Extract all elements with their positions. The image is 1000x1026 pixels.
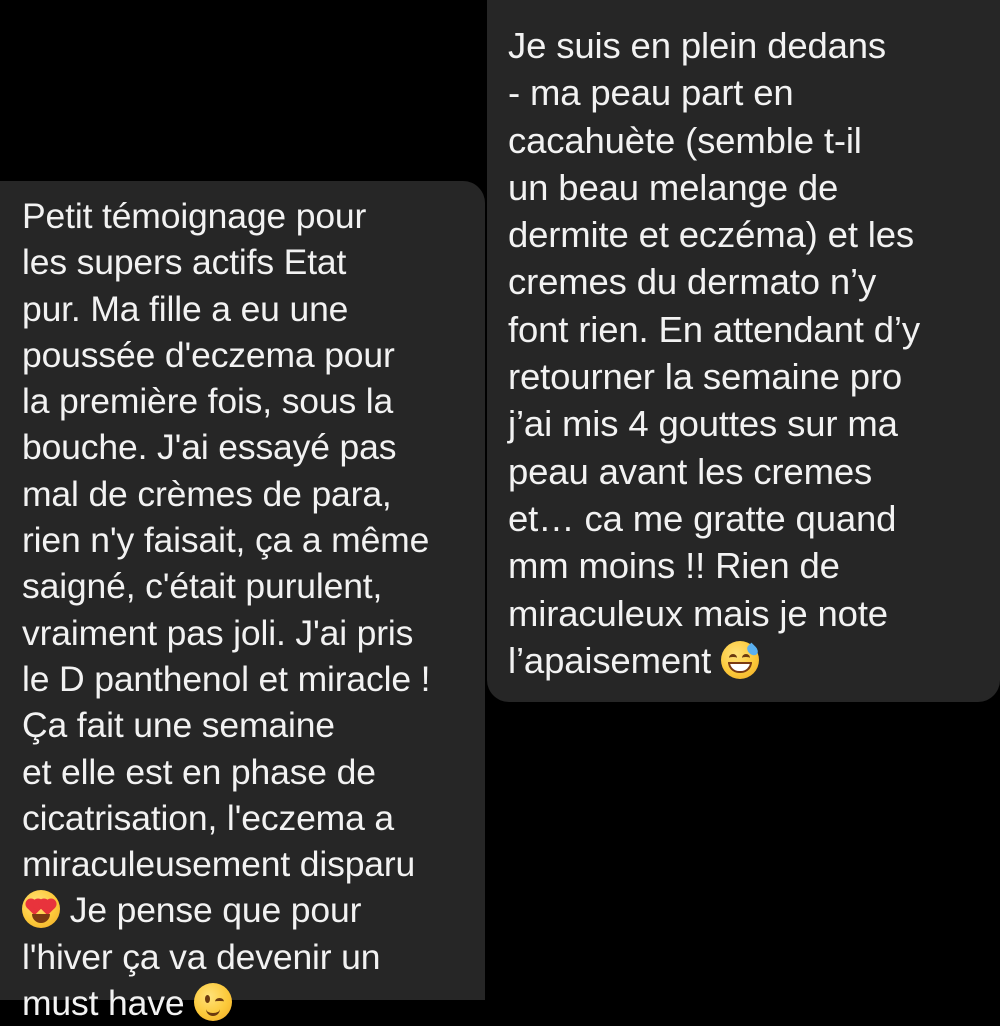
message-line-text: l’apaisement <box>508 639 712 681</box>
message-line: les supers actifs Etat <box>22 242 347 283</box>
message-line: Je suis en plein dedans <box>508 25 887 66</box>
message-line: vraiment pas joli. J'ai pris <box>22 612 414 653</box>
message-line-with-emoji <box>508 637 990 684</box>
message-line: poussée d'eczema pour <box>22 334 395 375</box>
message-line: mm moins !! Rien de <box>508 545 840 587</box>
message-line: j’ai mis 4 gouttes sur ma <box>508 403 898 445</box>
message-line: l'hiver ça va devenir un <box>22 936 381 977</box>
message-line-text: Je pense que pour <box>69 890 362 931</box>
message-line: - ma peau part en <box>508 72 794 114</box>
winking-face-emoji-icon <box>194 983 232 1021</box>
message-line: peau avant les cremes <box>508 450 873 492</box>
message-line: cicatrisation, l'eczema a <box>22 797 394 838</box>
message-line: miraculeux mais je note <box>508 592 888 634</box>
message-line: retourner la semaine pro <box>508 356 903 398</box>
message-line: font rien. En attendant d’y <box>508 308 920 350</box>
message-line: Petit témoignage pour <box>22 196 367 236</box>
message-line: dermite et eczéma) et les <box>508 214 915 256</box>
heart-eyes-emoji-icon <box>22 890 60 928</box>
message-line: pur. Ma fille a eu une <box>22 288 349 329</box>
message-line-text: must have <box>22 983 185 1024</box>
message-line: miraculeusement disparu <box>22 844 416 885</box>
message-bubble-right <box>487 0 1000 702</box>
message-line-with-emoji <box>22 887 475 933</box>
message-bubble-left <box>0 181 485 1024</box>
message-line-with-emoji <box>22 980 475 1026</box>
message-line: Ça fait une semaine <box>22 705 335 746</box>
message-line: un beau melange de <box>508 166 839 208</box>
message-line: cremes du dermato n’y <box>508 261 877 303</box>
message-line: bouche. J'ai essayé pas <box>22 427 397 468</box>
message-line: et… ca me gratte quand <box>508 497 897 539</box>
message-line: le D panthenol et miracle ! <box>22 658 431 699</box>
message-line: rien n'y faisait, ça a même <box>22 520 430 561</box>
message-line: saigné, c'était purulent, <box>22 566 383 607</box>
message-line: et elle est en phase de <box>22 751 376 792</box>
message-line: cacahuète (semble t-il <box>508 119 862 161</box>
message-line: la première fois, sous la <box>22 381 394 422</box>
message-line: mal de crèmes de para, <box>22 473 392 514</box>
grinning-sweat-emoji-icon <box>721 641 759 679</box>
